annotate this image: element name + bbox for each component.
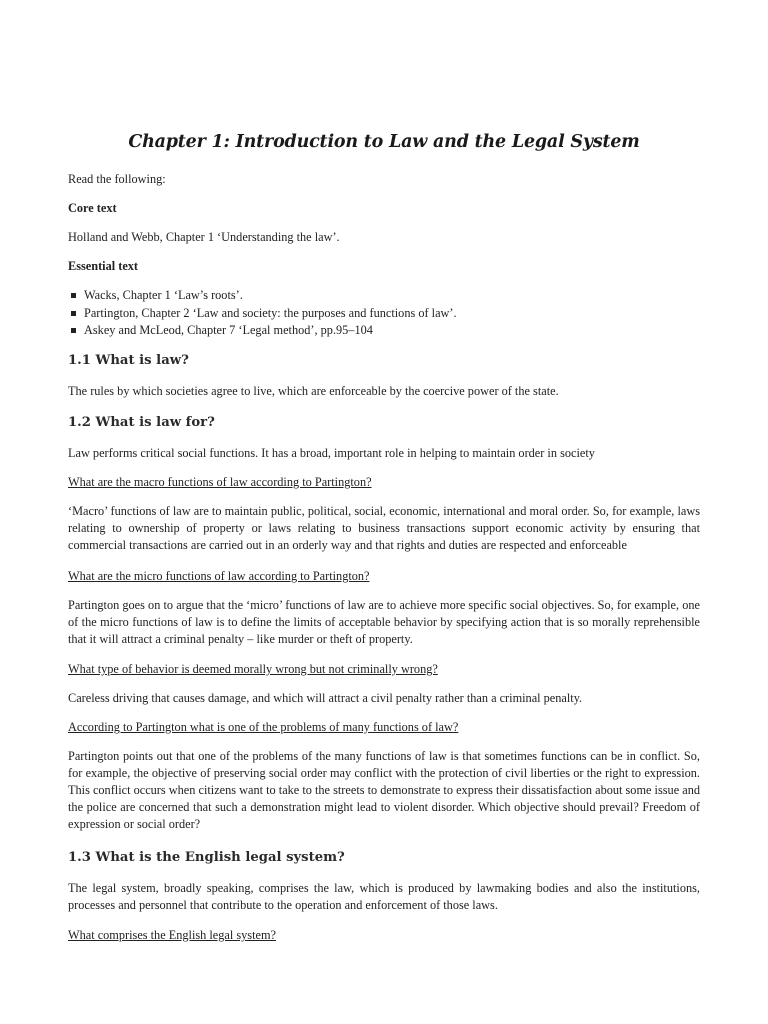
- list-item-text: Wacks, Chapter 1 ‘Law’s roots’.: [84, 288, 243, 302]
- core-text-line: Holland and Webb, Chapter 1 ‘Understanding the law’.: [68, 230, 340, 244]
- list-item-text: Askey and McLeod, Chapter 7 ‘Legal method’, pp.95–104: [84, 323, 373, 337]
- list-item: [68, 305, 700, 323]
- section-heading-1-2: 1.2 What is law for?: [68, 415, 215, 430]
- question-morally-wrong: What type of behavior is deemed morally wrong but not criminally wrong?: [68, 662, 438, 676]
- question-problems-functions: According to Partington what is one of the problems of many functions of law?: [68, 720, 459, 734]
- section-heading-1-3: 1.3 What is the English legal system?: [68, 850, 345, 865]
- essential-text-list: [68, 287, 700, 340]
- page-title: Chapter 1: Introduction to Law and the Legal System: [128, 132, 640, 152]
- core-text-heading: Core text: [68, 201, 117, 215]
- answer-morally-wrong: Careless driving that causes damage, and which will attract a civil penalty rather than a criminal penalty.: [68, 691, 583, 705]
- question-macro-functions: What are the macro functions of law according to Partington?: [68, 475, 372, 489]
- essential-text-heading: Essential text: [68, 259, 139, 273]
- answer-problems-functions: Partington points out that one of the problems of the many functions of law is that sometimes functions can be in conflict. So, for example, the objective of preserving social order may conflict with the protection of civil liberties or the right to expression. This conflict occurs when citizens want to take to the streets to demonstrate to express their dissatisfaction about some issue and the police are concerned that such a demonstration might lead to violent disorder. Which objective should prevail? Freedom of expression or social order?: [68, 749, 700, 831]
- question-micro-functions: What are the micro functions of law according to Partington?: [68, 569, 370, 583]
- list-item-text: Partington, Chapter 2 ‘Law and society: the purposes and functions of law’.: [84, 305, 457, 320]
- square-bullet-icon: [71, 328, 76, 333]
- list-item: [68, 287, 700, 305]
- square-bullet-icon: [71, 293, 76, 298]
- read-following-text: Read the following:: [68, 172, 166, 186]
- answer-macro-functions: ‘Macro’ functions of law are to maintain public, political, social, economic, international and moral order. So, for example, laws relating to ownership of property or laws relating to business transactions support economic activity by ensuring that commercial transactions are carried out in an orderly way and that rights and duties are respected and enforceable: [68, 504, 700, 552]
- answer-micro-functions: Partington goes on to argue that the ‘micro’ functions of law are to achieve more specific social objectives. So, for example, one of the micro functions of law is to define the limits of acceptable behavior by specifying action that is so morally reprehensible that it will attract a criminal penalty – like murder or theft of property.: [68, 598, 700, 646]
- section-1-3-text: The legal system, broadly speaking, comprises the law, which is produced by lawmaking bodies and also the institutions, processes and personnel that contribute to the operation and enforcement of those laws.: [68, 881, 700, 912]
- section-heading-1-1: 1.1 What is law?: [68, 353, 189, 368]
- square-bullet-icon: [71, 311, 76, 316]
- question-english-legal-system: What comprises the English legal system?: [68, 928, 276, 942]
- section-1-2-intro: Law performs critical social functions. It has a broad, important role in helping to maintain order in society: [68, 446, 595, 460]
- list-item: [68, 322, 700, 340]
- section-1-1-text: The rules by which societies agree to live, which are enforceable by the coercive power of the state.: [68, 384, 559, 398]
